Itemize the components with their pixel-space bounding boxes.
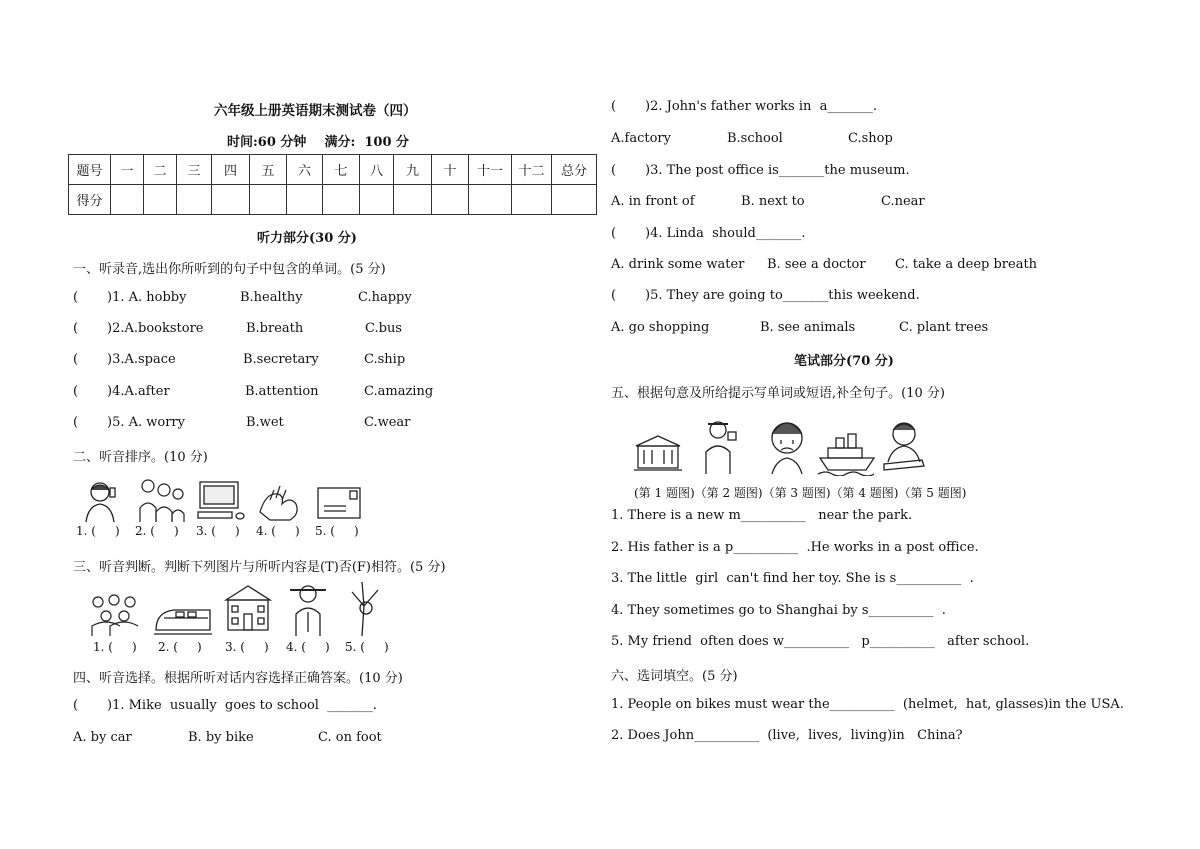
- table-cell: 一: [111, 155, 144, 185]
- score-cell[interactable]: [287, 185, 323, 215]
- score-table-header-row: [69, 155, 597, 185]
- option-b: B.attention: [245, 384, 319, 399]
- question-stem: ( )5. They are going to_______this weekend.: [611, 288, 920, 303]
- option-c: C. take a deep breath: [895, 257, 1038, 272]
- option-b: B. see a doctor: [767, 257, 866, 272]
- score-table: [68, 154, 597, 215]
- section-5-title: 五、根据句意及所给提示写单词或短语,补全句子。(10 分): [611, 386, 945, 401]
- pilot-illustration: [288, 582, 328, 638]
- question-stem: ( )1. Mike usually goes to school _______.: [73, 698, 377, 713]
- boy-writing-illustration: [880, 418, 928, 474]
- envelope-illustration: [316, 486, 362, 520]
- option-b: B. see animals: [760, 320, 856, 335]
- section-6-title: 六、选词填空。(5 分): [611, 669, 738, 684]
- choice-item-2: 2. Does John__________ (live, lives, living)in China?: [611, 728, 963, 743]
- crying-girl-illustration: [762, 414, 812, 476]
- option-a: A. by car: [73, 730, 132, 745]
- building-illustration: [220, 580, 276, 636]
- question-stem: ( )1. A. hobby: [73, 290, 187, 305]
- option-a: A. go shopping: [611, 320, 710, 335]
- table-cell: 十二: [512, 155, 552, 185]
- option-a: A. drink some water: [611, 257, 745, 272]
- question-stem: ( )4. Linda should_______.: [611, 226, 806, 241]
- option-b: B.breath: [246, 321, 304, 336]
- option-c: C.amazing: [364, 384, 434, 399]
- writing-heading: 笔试部分(70 分): [794, 354, 894, 369]
- people-group-illustration: [136, 476, 188, 524]
- fill-item-2: 2. His father is a p__________ .He works in a post office.: [611, 540, 979, 555]
- score-cell[interactable]: [512, 185, 552, 215]
- table-cell: 九: [394, 155, 432, 185]
- table-cell: 四: [212, 155, 250, 185]
- option-a: A.factory: [611, 131, 671, 146]
- museum-illustration: [632, 432, 684, 474]
- option-c: C. plant trees: [899, 320, 989, 335]
- order-answer-3[interactable]: 3. ( ): [196, 524, 240, 538]
- table-cell: 总分: [552, 155, 597, 185]
- option-c: C. on foot: [318, 730, 382, 745]
- option-c: C.ship: [364, 352, 406, 367]
- computer-illustration: [196, 480, 246, 522]
- question-stem: ( )3. The post office is_______the museum.: [611, 163, 910, 178]
- listening-heading: 听力部分(30 分): [257, 231, 357, 246]
- option-b: B.healthy: [240, 290, 303, 305]
- table-cell: 五: [250, 155, 287, 185]
- score-cell[interactable]: [323, 185, 360, 215]
- section-2-title: 二、听音排序。(10 分): [73, 450, 208, 465]
- score-table-score-row: [69, 185, 597, 215]
- fill-item-5: 5. My friend often does w__________ p__________ after school.: [611, 634, 1030, 649]
- table-cell: 十一: [469, 155, 512, 185]
- table-cell: 六: [287, 155, 323, 185]
- option-b: B. next to: [741, 194, 805, 209]
- option-b: B. by bike: [188, 730, 254, 745]
- score-cell[interactable]: [552, 185, 597, 215]
- postman-illustration: [700, 418, 740, 476]
- choice-item-1: 1. People on bikes must wear the__________ (helmet, hat, glasses)in the USA.: [611, 697, 1124, 712]
- option-b: B.school: [727, 131, 783, 146]
- question-stem: ( )5. A. worry: [73, 415, 185, 430]
- question-stem: ( )3.A.space: [73, 352, 176, 367]
- order-answer-5[interactable]: 5. ( ): [315, 524, 359, 538]
- boy-on-phone-illustration: [78, 478, 124, 524]
- judge-answer-1[interactable]: 1. ( ): [93, 640, 137, 654]
- order-answer-4[interactable]: 4. ( ): [256, 524, 300, 538]
- tree-illustration: [344, 578, 384, 638]
- judge-answer-3[interactable]: 3. ( ): [225, 640, 269, 654]
- train-illustration: [152, 604, 214, 636]
- table-cell: 二: [144, 155, 177, 185]
- table-cell: 七: [323, 155, 360, 185]
- judge-answer-4[interactable]: 4. ( ): [286, 640, 330, 654]
- score-cell[interactable]: [469, 185, 512, 215]
- score-cell[interactable]: [394, 185, 432, 215]
- score-cell[interactable]: [177, 185, 212, 215]
- ship-illustration: [816, 428, 878, 476]
- score-cell[interactable]: [250, 185, 287, 215]
- score-cell[interactable]: [144, 185, 177, 215]
- page-title: 六年级上册英语期末测试卷（四）: [214, 103, 417, 119]
- fill-item-4: 4. They sometimes go to Shanghai by s__________ .: [611, 603, 946, 618]
- option-b: B.secretary: [243, 352, 319, 367]
- section-1-title: 一、听录音,选出你所听到的句子中包含的单词。(5 分): [73, 262, 386, 277]
- fill-item-1: 1. There is a new m__________ near the park.: [611, 508, 913, 523]
- score-cell[interactable]: [360, 185, 394, 215]
- option-a: A. in front of: [611, 194, 695, 209]
- order-answer-1[interactable]: 1. ( ): [76, 524, 120, 538]
- section-3-title: 三、听音判断。判断下列图片与所听内容是(T)否(F)相符。(5 分): [73, 560, 446, 575]
- judge-answer-2[interactable]: 2. ( ): [158, 640, 202, 654]
- option-c: C.bus: [365, 321, 402, 336]
- fill-item-3: 3. The little girl can't find her toy. She is s__________ .: [611, 571, 974, 586]
- question-stem: ( )2. John's father works in a_______.: [611, 99, 877, 114]
- question-stem: ( )2.A.bookstore: [73, 321, 204, 336]
- table-cell: 八: [360, 155, 394, 185]
- section-4-title: 四、听音选择。根据所听对话内容选择正确答案。(10 分): [73, 671, 403, 686]
- table-cell: 三: [177, 155, 212, 185]
- order-answer-2[interactable]: 2. ( ): [135, 524, 179, 538]
- judge-answer-5[interactable]: 5. ( ): [345, 640, 389, 654]
- score-cell[interactable]: [432, 185, 469, 215]
- exam-meta: 时间:60 分钟 满分: 100 分: [227, 135, 410, 150]
- option-c: C.wear: [364, 415, 411, 430]
- score-cell[interactable]: [111, 185, 144, 215]
- table-cell: 十: [432, 155, 469, 185]
- score-cell[interactable]: [212, 185, 250, 215]
- family-illustration: [88, 592, 142, 638]
- option-c: C.near: [881, 194, 925, 209]
- question-stem: ( )4.A.after: [73, 384, 170, 399]
- table-cell: 题号: [69, 155, 111, 185]
- table-cell: 得分: [69, 185, 111, 215]
- option-c: C.happy: [358, 290, 412, 305]
- option-b: B.wet: [246, 415, 284, 430]
- picture-captions: (第 1 题图)（第 2 题图)（第 3 题图)（第 4 题图)（第 5 题图): [634, 486, 967, 500]
- hands-illustration: [256, 482, 304, 522]
- option-c: C.shop: [848, 131, 893, 146]
